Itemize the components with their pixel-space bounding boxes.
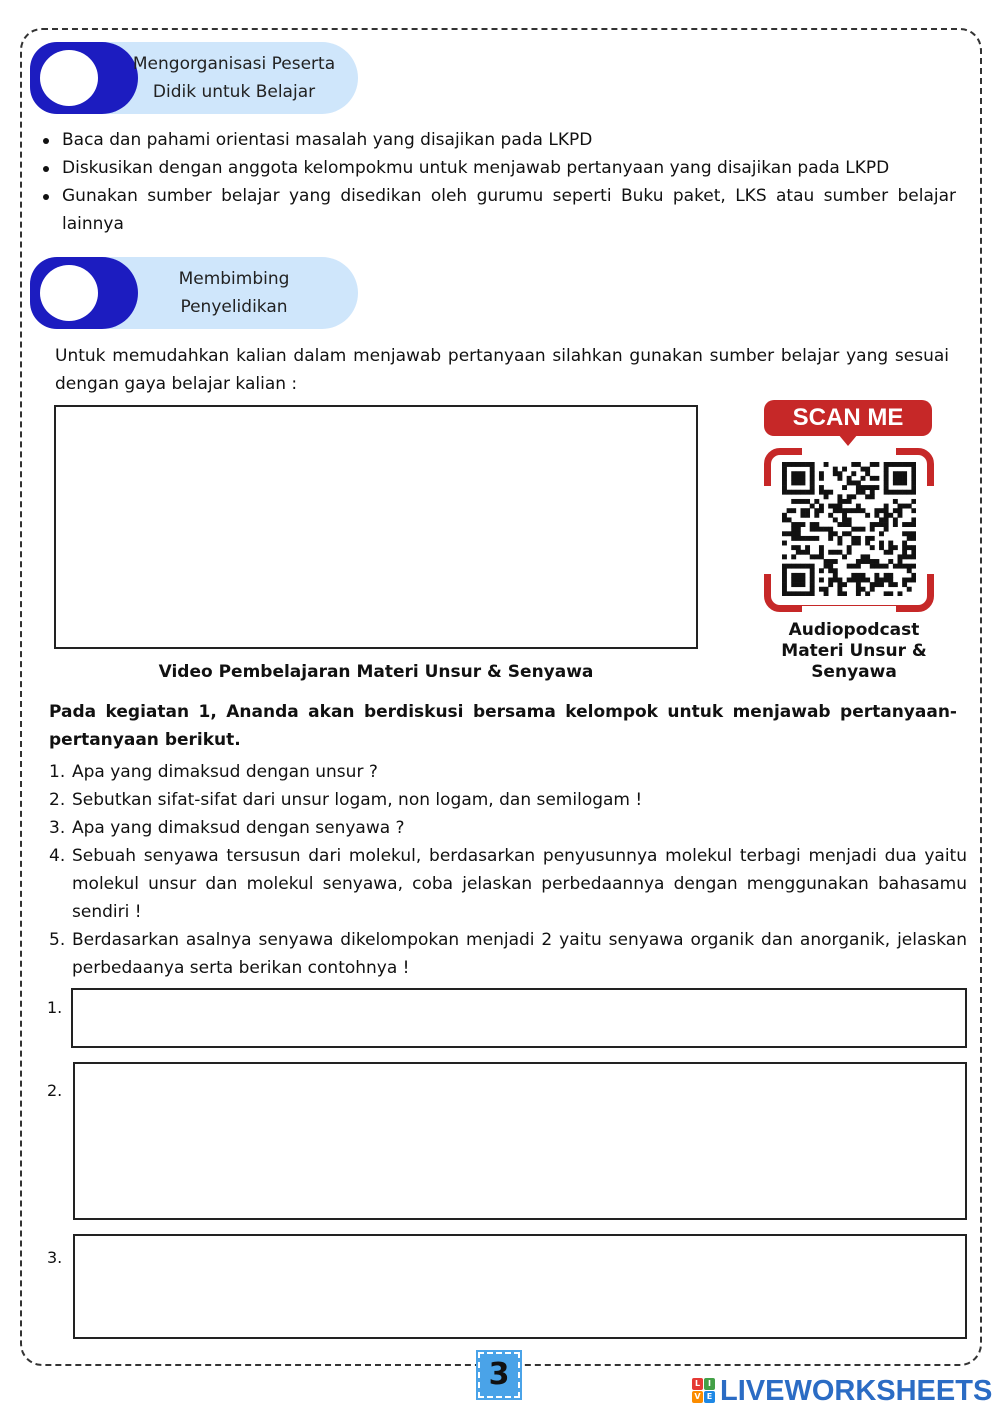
qr-code-icon[interactable] [782,462,916,596]
activity-instruction: Pada kegiatan 1, Ananda akan berdiskusi bersama kelompok untuk menjawab pertanyaan-pertanyaan berikut. [49,702,957,750]
intro-text: Untuk memudahkan kalian dalam menjawab pertanyaan silahkan gunakan sumber belajar yang sesuai dengan gaya belajar kalian : [55,346,949,394]
question-number: 3. [49,818,66,838]
answer-number: 2. [47,1081,63,1100]
answer-number: 3. [47,1248,63,1267]
question-item [49,842,967,926]
qr-caption: Audiopodcast Materi Unsur & Senyawa [781,620,927,682]
question-list [49,758,967,982]
scan-me-banner: SCAN ME [764,400,932,436]
question-item [49,814,967,842]
liveworksheets-logo[interactable] [692,1374,992,1408]
liveworksheets-logo-icon: L I V E [692,1378,716,1404]
section-header-organize [30,42,358,114]
answer-input-2[interactable] [73,1062,967,1220]
question-text: Apa yang dimaksud dengan unsur ? [72,762,378,782]
list-item: Gunakan sumber belajar yang disedikan oleh gurumu seperti Buku paket, LKS atau sumber belajar lainnya [40,182,956,238]
question-number: 4. [49,846,66,866]
page-number: 3 [478,1352,520,1398]
question-text: Apa yang dimaksud dengan senyawa ? [72,818,405,838]
answer-input-1[interactable] [71,988,967,1048]
question-item [49,786,967,814]
list-item: Diskusikan dengan anggota kelompokmu untuk menjawab pertanyaan yang disajikan pada LKPD [40,154,956,182]
question-text: Sebutkan sifat-sifat dari unsur logam, non logam, dan semilogam ! [72,790,643,810]
list-item: Baca dan pahami orientasi masalah yang disajikan pada LKPD [40,126,956,154]
answer-input-3[interactable] [73,1234,967,1339]
question-number: 1. [49,762,66,782]
question-item [49,758,967,786]
question-number: 5. [49,930,66,950]
video-player[interactable] [54,405,698,649]
section-header-investigate [30,257,358,329]
answer-number: 1. [47,998,63,1017]
question-number: 2. [49,790,66,810]
question-text: Berdasarkan asalnya senyawa dikelompokan menjadi 2 yaitu senyawa organik dan anorganik, jelaskan perbedaanya serta berikan contohnya ! [72,930,967,978]
instruction-list [40,126,956,238]
video-caption: Video Pembelajaran Materi Unsur & Senyawa [158,662,594,682]
question-item [49,926,967,982]
question-text: Sebuah senyawa tersusun dari molekul, berdasarkan penyusunnya molekul terbagi menjadi dua yaitu molekul unsur dan molekul senyawa, coba jelaskan perbedaannya dengan menggunakan bahasamu sendiri ! [72,846,967,922]
section-title: Membimbing Penyelidikan [178,269,290,317]
section-title: Mengorganisasi Peserta Didik untuk Belajar [132,54,336,102]
banner-arrow-icon [838,434,858,446]
brand-name: LIVEWORKSHEETS [720,1374,993,1407]
